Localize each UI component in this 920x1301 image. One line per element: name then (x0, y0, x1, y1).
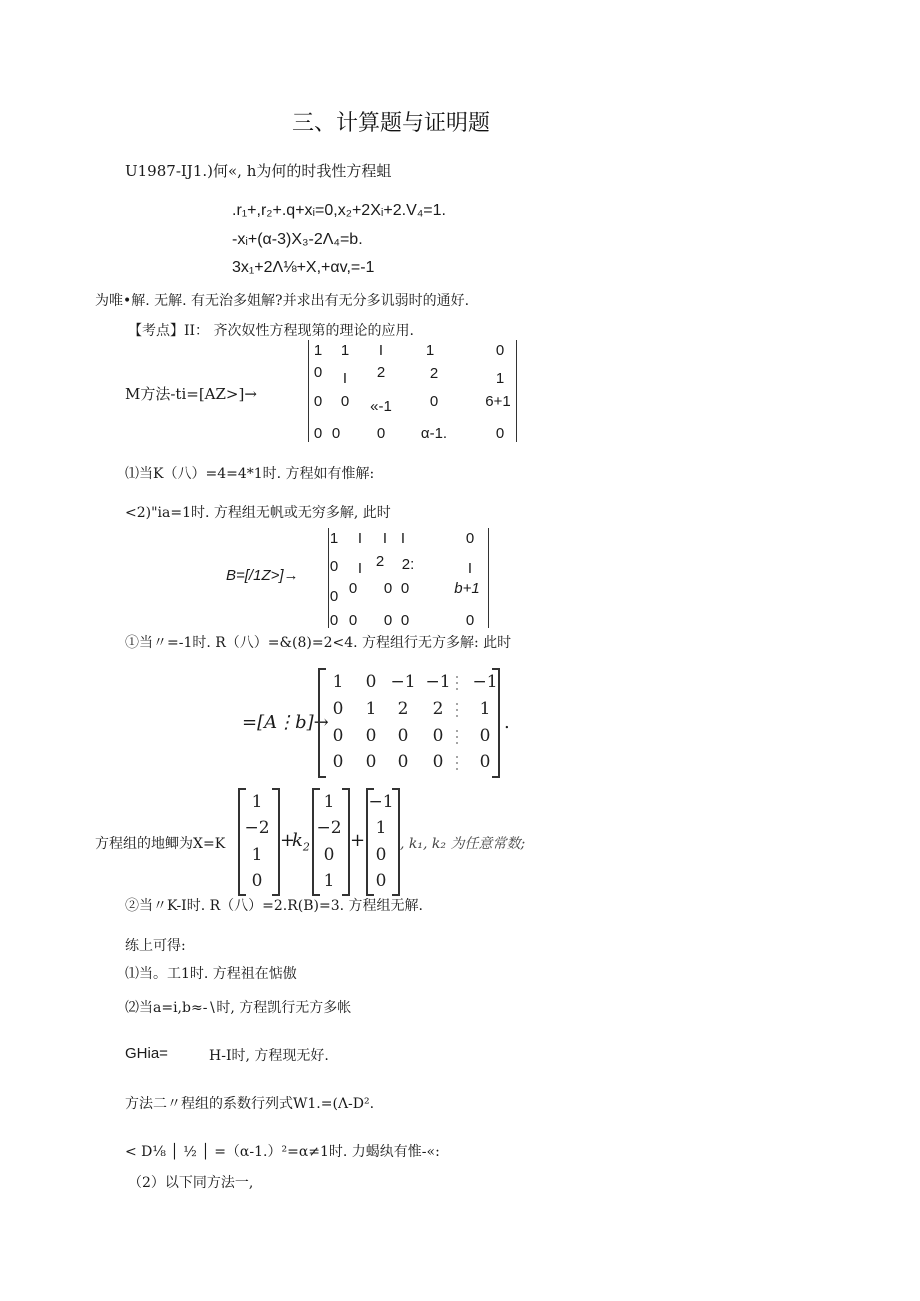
matrix-3-cell: 0 (397, 726, 409, 746)
matrix-2-cell: I (382, 530, 388, 547)
summary-2: ⑵当a=i,b≈-∖时, 方程凯行无方多帐 (125, 1000, 352, 1016)
problem-question: 为唯•解. 无解. 有无治多姐解?并求出有无分多讥弱时的通好. (95, 293, 470, 309)
matrix-1-cell: α-1. (420, 425, 448, 442)
vector-2-cell: 0 (323, 845, 335, 865)
vector-2-cell: 1 (323, 871, 335, 891)
vector-1-cell: 0 (251, 871, 263, 891)
summary-3: H-I时, 方程现无好. (209, 1048, 329, 1064)
matrix-3-cell: 0 (332, 752, 344, 772)
matrix-1-cell: 2 (429, 365, 439, 382)
vector-3-cell: 1 (375, 818, 387, 838)
summary-3-lead: GHia= (125, 1045, 168, 1062)
matrix-2-cell: 0 (348, 612, 358, 629)
matrix-2-cell: I (357, 560, 363, 577)
matrix-1-cell: 0 (495, 425, 505, 442)
matrix-1-cell: 0 (313, 364, 323, 381)
matrix-2-label: B=[/1Z>]→ (226, 567, 299, 584)
matrix-3-cell: 0 (397, 752, 409, 772)
vector-2-cell: 1 (323, 792, 335, 812)
k2-letter: k (292, 830, 303, 851)
matrix-2-cell: 2 (375, 553, 385, 570)
matrix-2-cell: 0 (329, 558, 339, 575)
matrix-1-cell: 0 (340, 393, 350, 410)
matrix-2-cell: 0 (400, 612, 410, 629)
subcase-1: ①当〃=-1时. R（八）=&(8)=2<4. 方程组行无方多解: 此时 (125, 635, 512, 651)
matrix-1-cell: 1 (340, 342, 350, 359)
equation-1: .r₁+,r₂+.q+xᵢ=0,x₂+2Xᵢ+2.V₄=1. (232, 202, 446, 219)
matrix-2-cell: 0 (400, 580, 410, 597)
method2: 方法二〃程组的系数行列式W1.=(Λ-D². (125, 1096, 375, 1112)
matrix-3-cell: 0 (365, 752, 377, 772)
matrix-3-cell: 1 (479, 699, 491, 719)
general-solution-tail: , k₁, k₂ 为任意常数; (400, 836, 526, 852)
matrix-2-cell: 0 (465, 612, 475, 629)
matrix-2-cell: 0 (383, 612, 393, 629)
matrix-1-cell: I (378, 342, 384, 359)
matrix-3-label: =[A⋮b]→ (242, 712, 329, 733)
method2-step2: （2）以下同方法一, (128, 1175, 254, 1191)
matrix-3-cell: −1 (390, 672, 416, 692)
kaodian: 【考点】II： 齐次奴性方程现第的理论的应用. (128, 323, 414, 339)
matrix-3-cell: 1 (365, 699, 377, 719)
equation-3: 3x₁+2Λ⅛+X,+αv,=-1 (232, 259, 375, 276)
matrix-3-cell: −1 (472, 672, 498, 692)
plus-sign: + (280, 830, 296, 851)
vector-1-cell: 1 (251, 845, 263, 865)
matrix-2-cell: 0 (329, 588, 339, 605)
matrix-3-cell: 2 (397, 699, 409, 719)
vector-1-cell: −2 (244, 818, 270, 838)
matrix-3-cell: 2 (432, 699, 444, 719)
matrix-2-cell: 0 (383, 580, 393, 597)
matrix-2-cell: 2: (401, 556, 415, 573)
method2-step1: < D⅛ │ ½ │ =（α-1.）²=α≠1时. 力蝎纨有惟-«: (125, 1144, 440, 1160)
k2-subscript: 2 (302, 840, 310, 854)
matrix-1-cell: 1 (313, 342, 323, 359)
matrix-1-cell: 0 (429, 393, 439, 410)
matrix-2-cell: 1 (329, 530, 339, 547)
subcase-2: ②当〃K-I时. R（八）=2.R(B)=3. 方程组无解. (125, 898, 423, 914)
plus-sign: + (350, 830, 366, 851)
matrix-2-cell: b+1 (454, 580, 480, 597)
matrix-3-cell: −1 (425, 672, 451, 692)
matrix-1-cell: 0 (495, 342, 505, 359)
page-title: 三、计算题与证明题 (292, 111, 491, 136)
matrix-1-cell: I (342, 370, 348, 387)
summary-heading: 练上可得: (125, 938, 186, 954)
vector-1-cell: 1 (251, 792, 263, 812)
case-1: ⑴当K（八）=4=4*1时. 方程如有惟解: (125, 466, 375, 482)
matrix-3-period: . (504, 712, 510, 733)
matrix-1-cell: 1 (495, 370, 505, 387)
matrix-1-cell: 0 (331, 425, 341, 442)
matrix-3-cell: 0 (332, 699, 344, 719)
vector-2-cell: −2 (316, 818, 342, 838)
matrix-1-cell: 1 (425, 342, 435, 359)
matrix-3-cell: 0 (432, 752, 444, 772)
matrix-3-cell: 0 (432, 726, 444, 746)
general-solution-label: 方程组的地鲫为X=K (95, 836, 226, 852)
vector-3-cell: 0 (375, 871, 387, 891)
matrix-1-cell: 0 (376, 425, 386, 442)
problem-statement: U1987-IJ1.)何«, h为何的时我性方程蛆 (125, 162, 392, 180)
matrix-2-cell: 0 (465, 530, 475, 547)
matrix-1-cell: 2 (376, 364, 386, 381)
k2-coefficient (292, 830, 310, 854)
matrix-2-cell: 0 (348, 580, 358, 597)
matrix-2-cell: I (400, 530, 406, 547)
matrix-3-cell: 1 (332, 672, 344, 692)
matrix-2-cell: 0 (329, 612, 339, 629)
matrix-3-cell: 0 (365, 726, 377, 746)
matrix-3-cell: 0 (479, 752, 491, 772)
matrix-2-cell: I (467, 560, 473, 577)
matrix-3-cell: 0 (479, 726, 491, 746)
method1-label: M方法-ti=[AZ>]→ (125, 385, 257, 403)
equation-2: -xᵢ+(α-3)X₃-2Λ₄=b. (232, 231, 363, 248)
matrix-1-cell: 6+1 (485, 393, 511, 410)
matrix-1-cell: 0 (313, 425, 323, 442)
summary-1: ⑴当。工1时. 方程祖在惦傲 (125, 966, 297, 982)
matrix-2-cell: I (357, 530, 363, 547)
matrix-3-cell: 0 (365, 672, 377, 692)
matrix-1-cell: «-1 (370, 398, 392, 415)
case-2: <2)"ia=1时. 方程组无帆或无穷多解, 此时 (125, 505, 391, 521)
matrix-1-cell: 0 (313, 393, 323, 410)
matrix-3-cell: 0 (332, 726, 344, 746)
vector-3-cell: −1 (368, 792, 394, 812)
vector-3-cell: 0 (375, 845, 387, 865)
